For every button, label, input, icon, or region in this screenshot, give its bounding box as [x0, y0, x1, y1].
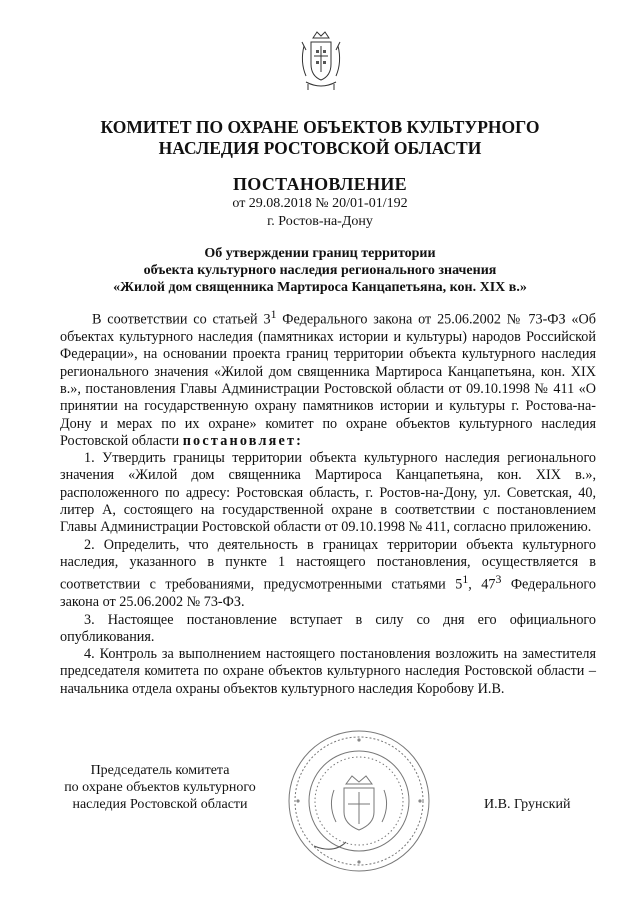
intro-text-a: В соответствии со статьей 3 [92, 311, 271, 328]
organization-name [60, 117, 580, 159]
position-line-3: наследия Ростовской области [72, 797, 248, 812]
clause-2-text-b: , 47 [468, 576, 496, 593]
clause-2-text-c: Федерального закона от 25.06.2002 № 73-ФЗ. [60, 576, 596, 611]
clause-2 [60, 537, 596, 612]
document-body [60, 306, 596, 698]
document-subject [60, 245, 580, 296]
clause-3: 3. Настоящее постановление вступает в силу со дня его официального опубликования. [60, 611, 596, 645]
coat-of-arms-icon [296, 28, 346, 92]
signatory-name: И.В. Грунский [484, 797, 571, 812]
resolves-word: постановляет: [182, 432, 304, 449]
subject-line-3: «Жилой дом священника Мартироса Канцапетьяна, кон. XIX в.» [113, 280, 527, 295]
intro-paragraph [60, 306, 596, 450]
intro-text-b: Федерального закона от 25.06.2002 № 73-ФЗ «Об объектах культурного наследия (памятниках истории и культуры) народов Российской Федерации», на основании проекта границ территории объекта культурного наследия регионального значения «Жилой дом священника Мартироса Канцапетьяна, кон. XIX в.», постановления Главы Администрации Ростовской области от 09.10.1998 № 411 «О принятии на государственную охрану памятников истории и культуры г. Ростова-на-Дону и мерах по их охране» комитет по охране объектов культурного наследия Ростовской области [60, 311, 596, 449]
subject-line-2: объекта культурного наследия регионального значения [143, 263, 497, 278]
position-line-2: по охране объектов культурного [64, 780, 256, 795]
document-type: ПОСТАНОВЛЕНИЕ [233, 174, 407, 194]
document-date-number: от 29.08.2018 № 20/01-01/192 [232, 196, 408, 211]
clause-2-sup-1: 1 [462, 572, 469, 587]
clause-1: 1. Утвердить границы территории объекта культурного наследия регионального значения «Жилой дом священника Мартироса Канцапетьяна, кон. XIX в.», расположенного по адресу: Ростовская область, г. Ростов-на-Дону, ул. Советская, 40, литер А, состоящего на государственной охране в соответствии с постановлением Главы Администрации Ростовской области от 09.10.1998 № 411, согласно приложению. [60, 450, 596, 536]
position-line-1: Председатель комитета [90, 763, 230, 778]
org-line-2: НАСЛЕДИЯ РОСТОВСКОЙ ОБЛАСТИ [158, 138, 482, 158]
clause-2-sup-2: 3 [495, 572, 502, 587]
clause-2-text-a: 2. Определить, что деятельность в границах территории объекта культурного наследия, указанного в пункте 1 настоящего постановления, осуществляется в соответствии с требованиями, предусмотренными статьями 5 [60, 536, 596, 593]
signatory-position [60, 762, 260, 813]
clause-4: 4. Контроль за выполнением настоящего постановления возложить на заместителя председателя комитета по охране объектов культурного наследия Ростовской области – начальника отдела охраны объектов культурного наследия Коробову И.В. [60, 646, 596, 697]
document-city: г. Ростов-на-Дону [267, 214, 373, 229]
subject-line-1: Об утверждении границ территории [204, 246, 436, 261]
official-seal-icon [284, 726, 434, 876]
org-line-1: КОМИТЕТ ПО ОХРАНЕ ОБЪЕКТОВ КУЛЬТУРНОГО [100, 117, 540, 137]
intro-superscript: 1 [270, 307, 277, 321]
